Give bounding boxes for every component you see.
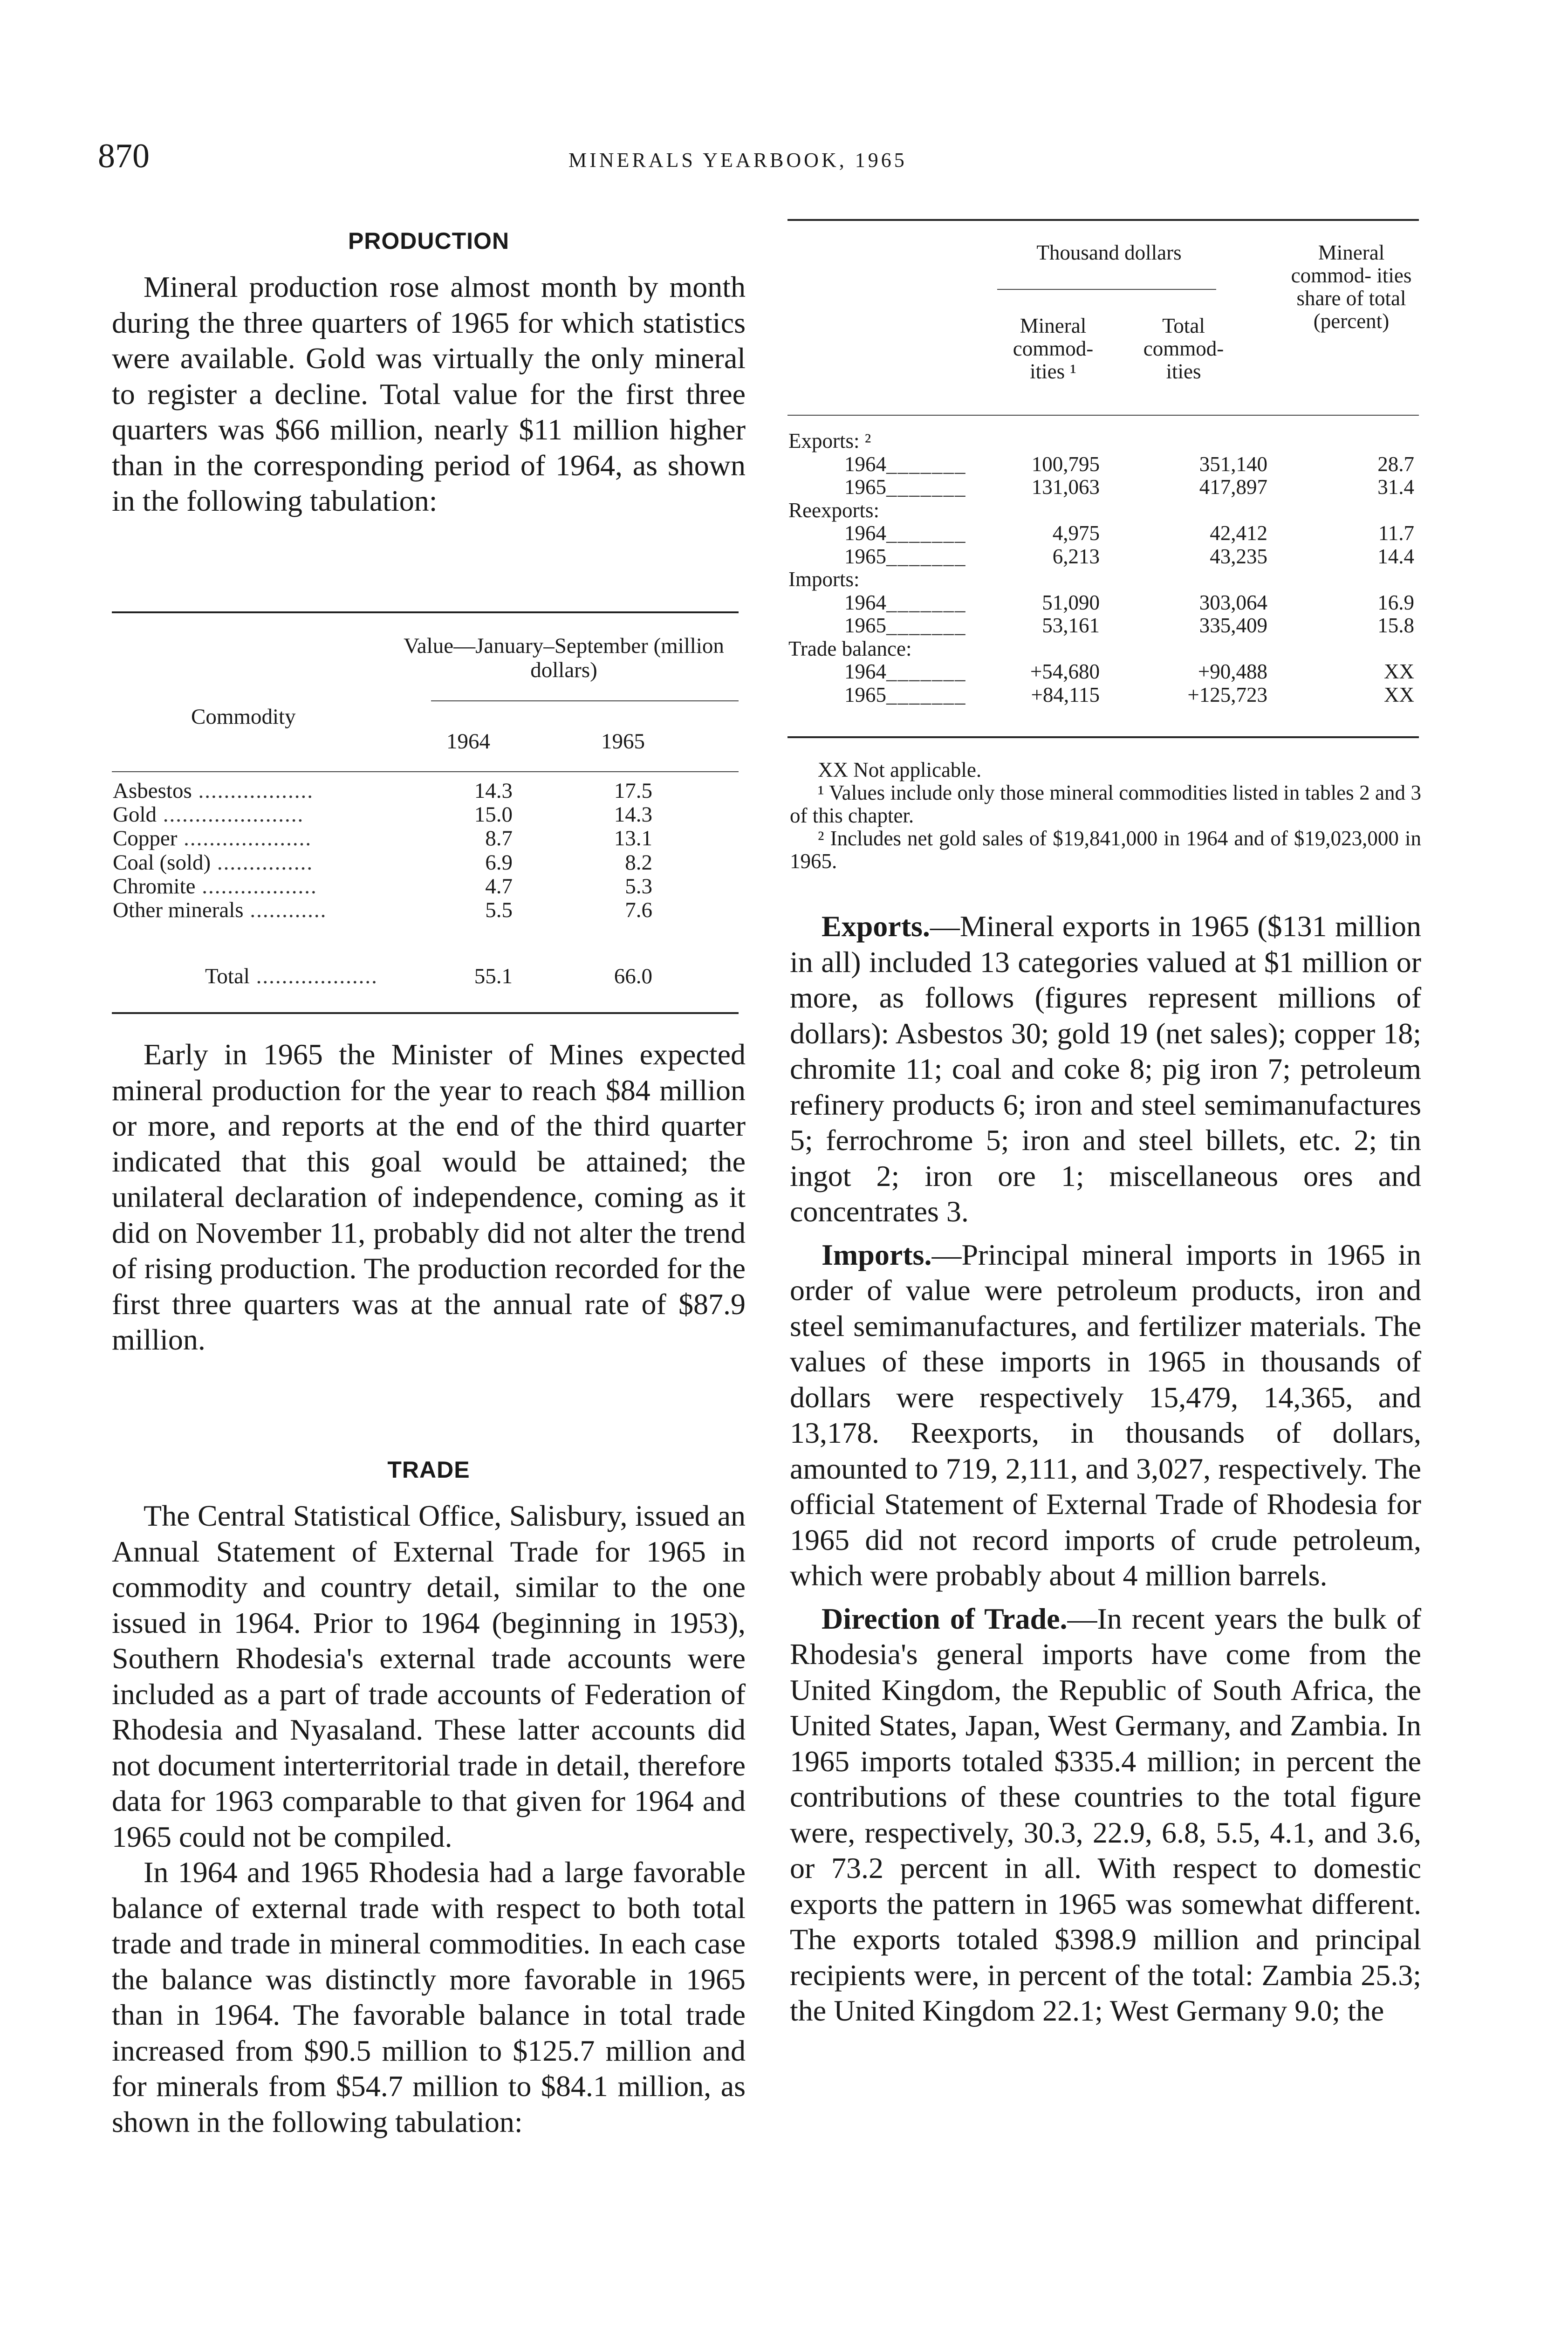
trade-cell-share: 28.7: [1377, 452, 1414, 476]
trade-cell-share: XX: [1384, 683, 1414, 706]
trade-cell-mineral: 100,795: [1031, 452, 1100, 476]
table-top-rule: [112, 611, 739, 613]
trade-col-total: Total commod- ities: [1143, 314, 1224, 383]
trade-cell-share: 31.4: [1377, 475, 1414, 499]
leader-dashes: _______: [886, 452, 966, 476]
trade-cell-mineral: 53,161: [1042, 614, 1100, 637]
trade-cell-total: 351,140: [1199, 452, 1267, 476]
leader-dots: ..................: [192, 779, 314, 803]
trade-row-year: [844, 476, 966, 499]
total-1965: 66.0: [614, 964, 652, 988]
table-total-row: [205, 965, 378, 988]
table-cell-v1965: 17.5: [614, 779, 652, 803]
table-cell-v1965: 8.2: [625, 850, 652, 875]
direction-text: —In recent years the bulk of Rhodesia's general imports have come from the United Kingdom, the Republic of South Africa, the United States, Japan, West Germany, and Zambia. In 1965 imports totaled $335.4 million; in percent the contributions of these countries to the total figure were, respectively, 30.3, 22.9, 6.8, 5.5, 4.1, and 3.6, or 73.2 percent in all. With respect to domestic exports the pattern in 1965 was somewhat different. The exports totaled $398.9 million and principal recipients were, in percent of the total: Zambia 25.3; the United Kingdom 22.1; West Germany 9.0; the: [790, 1602, 1422, 2027]
trade-para2: In 1964 and 1965 Rhodesia had a large favorable balance of external trade with respect to both total trade and trade in mineral commodities. In each case the balance was distinctly more favorable in 1965 than in 1964. The favorable balance in total trade increased from $90.5 million to $125.7 million and for minerals from $54.7 million to $84.1 million, as shown in the following tabulation:: [112, 1856, 746, 2138]
imports-text: —Principal mineral imports in 1965 in order of value were petroleum products, iron and steel semimanufactures, and fertilizer materials. The values of these imports in 1965 in thousands of dollars were respectively 15,479, 14,365, and 13,178. Reexports, in thousands of dollars, amounted to 719, 2,111, and 3,027, respectively. The official Statement of External Trade of Rhodesia for 1965 did not record imports of crude petroleum, which were probably about 4 million barrels.: [790, 1238, 1421, 1592]
table-row-label: [113, 898, 327, 922]
table-row-label: [113, 779, 314, 803]
trade-header-rule: [787, 415, 1419, 416]
production-heading: PRODUCTION: [348, 228, 510, 254]
trade-row-year: [844, 614, 966, 637]
table-bottom-rule: [112, 1012, 739, 1014]
trade-table-bottom-rule: [787, 736, 1419, 738]
leader-dashes: _______: [886, 475, 966, 499]
trade-heading: TRADE: [387, 1457, 470, 1483]
trade-para1: The Central Statistical Office, Salisbury, issued an Annual Statement of External Trade for 1965 in commodity and country detail, similar to the one issued in 1964. Prior to 1964 (beginning in 1953), Southern Rhodesia's external trade accounts were included as a part of trade accounts of Federation of Rhodesia and Nyasaland. These latter accounts did not document interterritorial trade in detail, therefore data for 1963 comparable to that given for 1964 and 1965 could not be compiled.: [112, 1499, 746, 1853]
commodity-name: Other minerals: [113, 898, 244, 922]
trade-cell-total: +90,488: [1198, 660, 1267, 683]
trade-cell-mineral: +84,115: [1031, 683, 1100, 706]
table-row-label: [113, 875, 317, 898]
commodity-name: Copper: [113, 826, 178, 851]
production-para2: Early in 1965 the Minister of Mines expected mineral production for the year to reach $84 million or more, and reports at the end of the third quarter indicated that this goal would be attained; the unilateral declaration of independence, coming as it did on November 11, probably did not alter the trend of rising production. The production recorded for the first three quarters was at the annual rate of $87.9 million.: [112, 1038, 746, 1356]
table-header-rule: [112, 771, 739, 772]
exports-lead: Exports.: [822, 910, 930, 943]
trade-cell-total: 335,409: [1199, 614, 1267, 637]
trade-group-rule: [997, 289, 1216, 290]
trade-cell-share: 16.9: [1377, 590, 1414, 614]
year-label: 1965: [844, 614, 886, 637]
trade-notes: [790, 759, 1421, 873]
table-group-header: Value—January–September (million dollars): [404, 634, 724, 682]
trade-section-label: Imports:: [788, 568, 860, 591]
commodity-name: Coal (sold): [113, 850, 211, 875]
trade-cell-mineral: 6,213: [1052, 544, 1100, 568]
leader-dots: ......................: [157, 802, 304, 827]
note-1: ¹ Values include only those mineral commodities listed in tables 2 and 3 of this chapter.: [790, 781, 1421, 827]
trade-section-label: Reexports:: [788, 498, 879, 522]
direction-lead: Direction of Trade.: [822, 1602, 1068, 1635]
leader-dots: ............: [243, 898, 327, 922]
trade-col-share: Mineral commod- ities share of total (percent): [1291, 241, 1412, 333]
year-label: 1964: [844, 590, 886, 614]
leader-dots: ....................: [177, 826, 312, 851]
year-label: 1965: [844, 475, 886, 499]
trade-cell-mineral: +54,680: [1030, 660, 1100, 683]
year-label: 1964: [844, 660, 886, 683]
page-number: 870: [98, 137, 150, 175]
commodity-name: Chromite: [113, 874, 196, 898]
table-col-1965: 1965: [601, 729, 645, 754]
table-cell-v1964: 15.0: [474, 802, 513, 827]
leader-dashes: _______: [886, 544, 966, 568]
year-label: 1965: [844, 544, 886, 568]
trade-section-label: Exports: ²: [788, 429, 871, 452]
year-label: 1965: [844, 683, 886, 706]
leader-dots: ...............: [211, 850, 314, 875]
exports-text: —Mineral exports in 1965 ($131 million in all) included 13 categories valued at $1 million or more, as follows (figures represent millions of dollars): Asbestos 30; gold 19 (net sales); copper 18; chromite 11; coal and coke 8; pig iron 7; petroleum refinery products 6; iron and steel semimanufactures 5; ferrochrome 5; iron and steel billets, etc. 2; tin ingot 2; iron ore 1; miscellaneous ores and concentrates 3.: [790, 910, 1421, 1228]
trade-row-year: [844, 684, 966, 707]
production-intro-block: [112, 269, 746, 519]
table-cell-v1964: 8.7: [485, 826, 513, 851]
table-col-1964: 1964: [446, 729, 490, 754]
leader-dashes: _______: [886, 590, 966, 614]
trade-row-year: [844, 660, 966, 684]
table-cell-v1965: 13.1: [614, 826, 652, 851]
imports-paragraph: [790, 1237, 1421, 1594]
total-1964: 55.1: [474, 964, 513, 988]
trade-cell-mineral: 4,975: [1052, 521, 1100, 545]
left-column: [112, 227, 746, 254]
table-cell-v1964: 4.7: [485, 874, 513, 898]
commodity-name: Gold: [113, 802, 157, 827]
leader-dashes: _______: [886, 614, 966, 637]
production-para2-block: [112, 1037, 746, 1358]
table-cell-v1964: 14.3: [474, 779, 513, 803]
trade-heading-block: [112, 1456, 746, 1483]
trade-cell-total: 42,412: [1210, 521, 1267, 545]
table-row-label: [113, 827, 312, 850]
leader-dashes: _______: [886, 683, 966, 706]
trade-text-block: [112, 1498, 746, 2140]
trade-row-year: [844, 522, 966, 545]
trade-cell-share: 11.7: [1378, 521, 1414, 545]
trade-col-mineral: Mineral commod- ities ¹: [1013, 314, 1094, 383]
note-2: ² Includes net gold sales of $19,841,000 in 1964 and of $19,023,000 in 1965.: [790, 827, 1421, 873]
trade-cell-mineral: 131,063: [1031, 475, 1100, 499]
trade-table-top-rule: [787, 219, 1419, 221]
running-title: MINERALS YEARBOOK, 1965: [568, 149, 907, 171]
table-cell-v1965: 5.3: [625, 874, 652, 898]
commodity-name: Asbestos: [113, 779, 192, 803]
leader-dots: ...................: [249, 964, 378, 988]
leader-dashes: _______: [886, 660, 966, 683]
trade-cell-total: +125,723: [1187, 683, 1267, 706]
leader-dashes: _______: [886, 521, 966, 545]
imports-lead: Imports.: [822, 1238, 932, 1271]
table-group-rule: [431, 700, 739, 701]
table-col-commodity: Commodity: [191, 705, 296, 729]
trade-row-year: [844, 453, 966, 476]
table-cell-v1965: 7.6: [625, 898, 652, 922]
table-row-label: [113, 851, 313, 875]
trade-cell-mineral: 51,090: [1042, 590, 1100, 614]
note-xx: XX Not applicable.: [818, 758, 982, 781]
leader-dots: ..................: [195, 874, 317, 898]
table-row-label: [113, 803, 304, 827]
trade-row-year: [844, 545, 966, 569]
trade-cell-share: 14.4: [1377, 544, 1414, 568]
direction-paragraph: [790, 1601, 1421, 2029]
trade-group-header: Thousand dollars: [1036, 241, 1182, 264]
year-label: 1964: [844, 521, 886, 545]
trade-row-year: [844, 591, 966, 615]
trade-cell-total: 303,064: [1199, 590, 1267, 614]
table-cell-v1964: 5.5: [485, 898, 513, 922]
table-cell-v1965: 14.3: [614, 802, 652, 827]
trade-cell-total: 417,897: [1199, 475, 1267, 499]
trade-cell-share: XX: [1384, 660, 1414, 683]
production-intro: Mineral production rose almost month by month during the three quarters of 1965 for which statistics were available. Gold was virtually the only mineral to register a decline. Total value for the first three quarters was $66 million, nearly $11 million higher than in the corresponding period of 1964, as shown in the following tabulation:: [112, 270, 746, 517]
right-text-block: [790, 909, 1421, 2029]
table-cell-v1964: 6.9: [485, 850, 513, 875]
trade-cell-total: 43,235: [1210, 544, 1267, 568]
trade-section-label: Trade balance:: [788, 637, 912, 660]
exports-paragraph: [790, 909, 1421, 1230]
trade-cell-share: 15.8: [1377, 614, 1414, 637]
total-label: Total: [205, 964, 250, 988]
year-label: 1964: [844, 452, 886, 476]
